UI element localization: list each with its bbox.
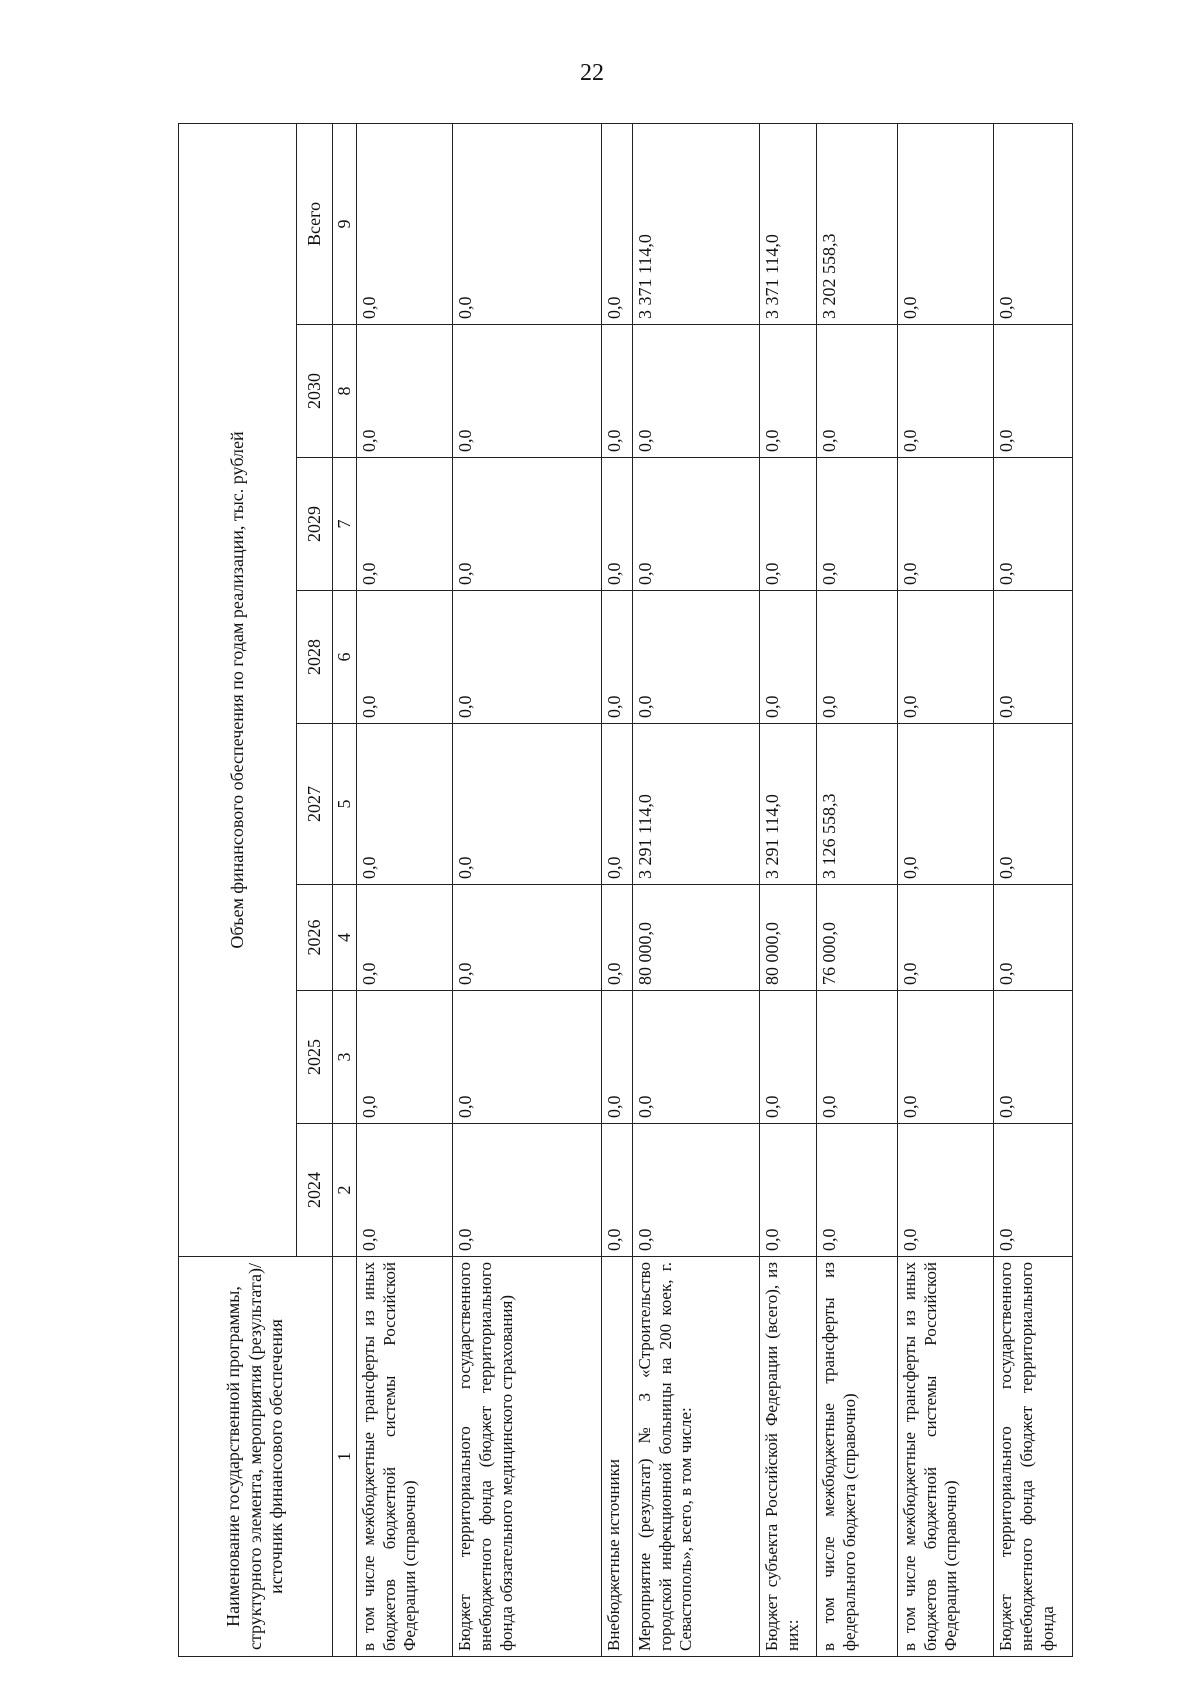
row-year-value: 0,0 bbox=[816, 991, 897, 1124]
column-number: 7 bbox=[333, 458, 357, 591]
row-year-value: 0,0 bbox=[602, 724, 633, 885]
column-number: 2 bbox=[333, 1124, 357, 1257]
row-year-value: 0,0 bbox=[357, 724, 453, 885]
row-year-value: 0,0 bbox=[357, 885, 453, 991]
year-header: 2028 bbox=[297, 591, 333, 724]
row-year-value: 0,0 bbox=[632, 1124, 759, 1257]
row-year-value: 0,0 bbox=[453, 591, 602, 724]
row-year-value: 0,0 bbox=[994, 458, 1073, 591]
row-year-value: 80 000,0 bbox=[632, 885, 759, 991]
row-year-value: 0,0 bbox=[816, 591, 897, 724]
row-year-value: 0,0 bbox=[897, 1124, 993, 1257]
page-number: 22 bbox=[580, 60, 604, 86]
column-number: 4 bbox=[333, 885, 357, 991]
row-year-value: 0,0 bbox=[994, 325, 1073, 458]
row-total-value: 0,0 bbox=[994, 123, 1073, 324]
row-year-value: 0,0 bbox=[357, 458, 453, 591]
row-year-value: 0,0 bbox=[897, 991, 993, 1124]
year-header: 2025 bbox=[297, 991, 333, 1124]
row-source-name: Бюджет территориального государственного внебюджетного фонда (бюджет территориального фонда обязательного медицинского страхования) bbox=[453, 1257, 602, 1657]
year-header: 2024 bbox=[297, 1124, 333, 1257]
row-total-value: 3 371 114,0 bbox=[759, 123, 816, 324]
row-year-value: 0,0 bbox=[816, 458, 897, 591]
row-year-value: 3 126 558,3 bbox=[816, 724, 897, 885]
row-year-value: 80 000,0 bbox=[759, 885, 816, 991]
row-year-value: 0,0 bbox=[453, 991, 602, 1124]
table-row bbox=[357, 123, 453, 1656]
column-number: 1 bbox=[333, 1257, 357, 1657]
row-total-value: 3 202 558,3 bbox=[816, 123, 897, 324]
row-year-value: 0,0 bbox=[602, 458, 633, 591]
row-year-value: 0,0 bbox=[897, 325, 993, 458]
row-source-name: Бюджет субъекта Российской Федерации (всего), из них: bbox=[759, 1257, 816, 1657]
row-year-value: 3 291 114,0 bbox=[632, 724, 759, 885]
row-year-value: 0,0 bbox=[357, 1124, 453, 1257]
row-year-value: 0,0 bbox=[632, 591, 759, 724]
name-column-header: Наименование государственной программы, структурного элемента, мероприятия (результата)/источник финансового обеспечения bbox=[179, 1257, 333, 1657]
row-year-value: 76 000,0 bbox=[816, 885, 897, 991]
row-year-value: 0,0 bbox=[357, 325, 453, 458]
row-source-name: в том числе межбюджетные трансферты из иных бюджетов бюджетной системы Российской Федерации (справочно) bbox=[897, 1257, 993, 1657]
row-year-value: 0,0 bbox=[453, 885, 602, 991]
row-year-value: 0,0 bbox=[759, 1124, 816, 1257]
row-year-value: 0,0 bbox=[897, 458, 993, 591]
row-year-value: 0,0 bbox=[759, 458, 816, 591]
row-year-value: 0,0 bbox=[453, 325, 602, 458]
row-source-name: Мероприятие (результат) № 3 «Строительство городской инфекционной больницы на 200 коек, г. Севастополь», всего, в том числе: bbox=[632, 1257, 759, 1657]
row-year-value: 0,0 bbox=[897, 724, 993, 885]
row-year-value: 0,0 bbox=[816, 1124, 897, 1257]
funding-group-header: Объем финансового обеспечения по годам реализации, тыс. рублей bbox=[179, 123, 297, 1256]
financing-table bbox=[178, 123, 1073, 1657]
row-year-value: 0,0 bbox=[759, 325, 816, 458]
year-header: 2029 bbox=[297, 458, 333, 591]
row-source-name: в том числе межбюджетные трансферты из федерального бюджета (справочно) bbox=[816, 1257, 897, 1657]
row-year-value: 0,0 bbox=[632, 458, 759, 591]
row-year-value: 0,0 bbox=[759, 591, 816, 724]
year-header: 2026 bbox=[297, 885, 333, 991]
table-body bbox=[357, 123, 1073, 1656]
row-year-value: 0,0 bbox=[357, 591, 453, 724]
table-row bbox=[759, 123, 816, 1656]
column-number: 5 bbox=[333, 724, 357, 885]
row-total-value: 0,0 bbox=[602, 123, 633, 324]
row-year-value: 0,0 bbox=[897, 885, 993, 991]
row-source-name: в том числе межбюджетные трансферты из иных бюджетов бюджетной системы Российской Федерации (справочно) bbox=[357, 1257, 453, 1657]
row-source-name: Внебюджетные источники bbox=[602, 1257, 633, 1657]
table-row bbox=[602, 123, 633, 1656]
row-year-value: 0,0 bbox=[994, 591, 1073, 724]
row-year-value: 0,0 bbox=[602, 325, 633, 458]
row-year-value: 0,0 bbox=[453, 724, 602, 885]
row-year-value: 0,0 bbox=[816, 325, 897, 458]
column-number: 6 bbox=[333, 591, 357, 724]
row-year-value: 0,0 bbox=[632, 991, 759, 1124]
row-year-value: 0,0 bbox=[994, 724, 1073, 885]
row-total-value: 0,0 bbox=[357, 123, 453, 324]
table-row bbox=[632, 123, 759, 1656]
row-total-value: 0,0 bbox=[897, 123, 993, 324]
column-number: 8 bbox=[333, 325, 357, 458]
row-year-value: 0,0 bbox=[994, 991, 1073, 1124]
year-header: 2027 bbox=[297, 724, 333, 885]
row-total-value: 0,0 bbox=[453, 123, 602, 324]
column-number: 3 bbox=[333, 991, 357, 1124]
row-year-value: 0,0 bbox=[602, 1124, 633, 1257]
row-year-value: 0,0 bbox=[453, 458, 602, 591]
table-row bbox=[994, 123, 1073, 1656]
row-total-value: 3 371 114,0 bbox=[632, 123, 759, 324]
column-number: 9 bbox=[333, 123, 357, 324]
row-year-value: 0,0 bbox=[357, 991, 453, 1124]
row-year-value: 0,0 bbox=[453, 1124, 602, 1257]
table-row bbox=[897, 123, 993, 1656]
row-year-value: 0,0 bbox=[602, 885, 633, 991]
row-year-value: 0,0 bbox=[632, 325, 759, 458]
table-row bbox=[816, 123, 897, 1656]
row-year-value: 3 291 114,0 bbox=[759, 724, 816, 885]
row-year-value: 0,0 bbox=[897, 591, 993, 724]
rotated-table-container bbox=[178, 124, 1073, 1657]
year-header: 2030 bbox=[297, 325, 333, 458]
row-year-value: 0,0 bbox=[994, 885, 1073, 991]
total-header: Всего bbox=[297, 123, 333, 324]
row-year-value: 0,0 bbox=[602, 991, 633, 1124]
row-year-value: 0,0 bbox=[602, 591, 633, 724]
row-year-value: 0,0 bbox=[994, 1124, 1073, 1257]
row-source-name: Бюджет территориального государственного внебюджетного фонда (бюджет территориального фонда bbox=[994, 1257, 1073, 1657]
table-row bbox=[453, 123, 602, 1656]
row-year-value: 0,0 bbox=[759, 991, 816, 1124]
